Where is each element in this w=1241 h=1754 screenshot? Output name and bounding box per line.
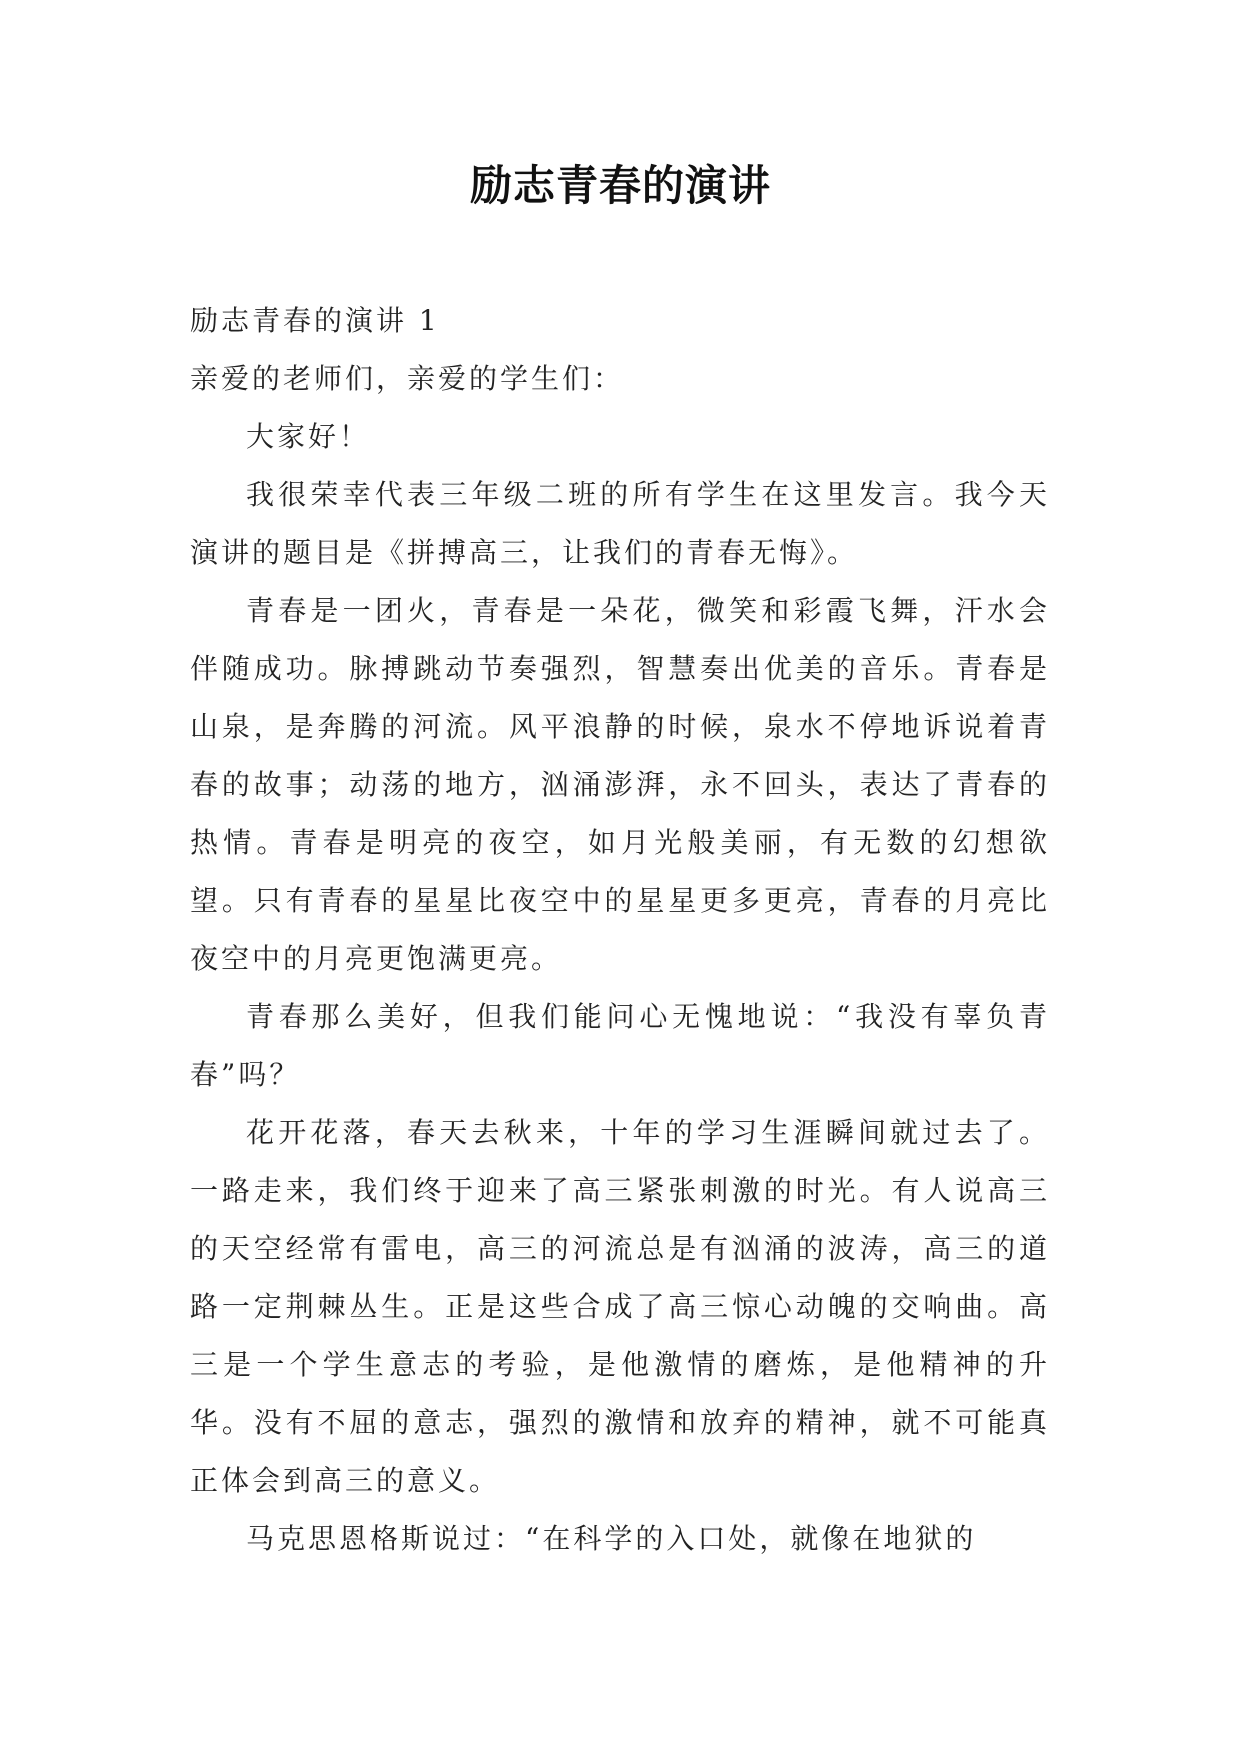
paragraph-youth-description: 青春是一团火，青春是一朵花，微笑和彩霞飞舞，汗水会伴随成功。脉搏跳动节奏强烈，智慧奏出优美的音乐。青春是山泉，是奔腾的河流。风平浪静的时候，泉水不停地诉说着青春的故事；动荡的地方，汹涌澎湃，永不回头，表达了青春的热情。青春是明亮的夜空，如月光般美丽，有无数的幻想欲望。只有青春的星星比夜空中的星星更多更亮，青春的月亮比夜空中的月亮更饱满更亮。 [190,594,1050,975]
document-title: 励志青春的演讲 [469,161,771,210]
paragraph-introduction: 我很荣幸代表三年级二班的所有学生在这里发言。我今天演讲的题目是《拼搏高三，让我们的青春无悔》。 [190,478,1050,569]
salutation: 亲爱的老师们，亲爱的学生们： [190,362,625,395]
paragraph-question: 青春那么美好，但我们能问心无愧地说：“我没有辜负青春”吗？ [190,1000,1050,1091]
paragraph-senior-year: 花开花落，春天去秋来，十年的学习生涯瞬间就过去了。一路走来，我们终于迎来了高三紧张刺激的时光。有人说高三的天空经常有雷电，高三的河流总是有汹涌的波涛，高三的道路一定荆棘丛生。正是这些合成了高三惊心动魄的交响曲。高三是一个学生意志的考验，是他激情的磨炼，是他精神的升华。没有不屈的意志，强烈的激情和放弃的精神，就不可能真正体会到高三的意义。 [190,1116,1050,1497]
document-body [190,292,1050,1568]
paragraph-greeting: 大家好！ [246,420,371,453]
paragraph-quote-start: 马克思恩格斯说过：“在科学的入口处，就像在地狱的 [246,1522,977,1555]
section-heading: 励志青春的演讲 1 [190,304,440,337]
